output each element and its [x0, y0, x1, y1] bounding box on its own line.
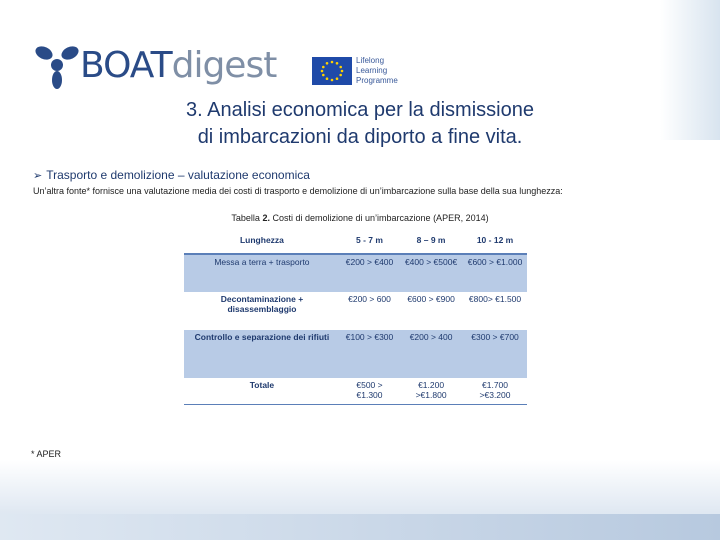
row-label: Decontaminazione + disassemblaggio [220, 294, 304, 314]
row-label: Controllo e separazione dei rifiuti [184, 330, 340, 378]
row-label: Messa a terra + trasporto [184, 254, 340, 292]
logo-boat-text: BOAT [80, 45, 172, 86]
table-cell: €200 > 400 [399, 330, 463, 378]
programme-line-2: Learning [356, 66, 388, 75]
column-header: 8 – 9 m [399, 233, 463, 254]
table-cell: €100 > €300 [340, 330, 399, 378]
column-header: Lunghezza [184, 233, 340, 254]
caption-text: Costi di demolizione di un’imbarcazione (APER, 2014) [272, 213, 489, 223]
cost-table [184, 233, 527, 405]
table-cell: €200 > 600 [348, 294, 391, 304]
bullet-text: Trasporto e demolizione – valutazione economica [46, 168, 310, 182]
table-cell: €800> €1.500 [468, 294, 522, 304]
title-line-2: di imbarcazioni da diporto a fine vita. [197, 126, 523, 148]
boatdigest-logo [34, 40, 276, 92]
section-bullet [33, 168, 310, 182]
column-header: 10 - 12 m [463, 233, 527, 254]
programme-name [356, 56, 398, 86]
description-text: Un’altra fonte* fornisce una valutazione media dei costi di trasporto e demolizione di un’imbarcazione sulla base della sua lunghezza: [33, 186, 563, 196]
table-cell: €500 > €1.300 [340, 378, 399, 404]
table-cell: €600 > €900 [407, 294, 455, 304]
lifelong-learning-logo [312, 56, 398, 86]
caption-prefix: Tabella [231, 213, 260, 223]
logo-wordmark [80, 45, 277, 86]
table-cell: €1.200 >€1.800 [399, 378, 463, 404]
propeller-icon [34, 43, 80, 89]
slide-title [0, 97, 720, 151]
title-line-1: 3. Analisi economica per la dismissione [186, 99, 534, 121]
table-row [184, 292, 527, 330]
row-label: Totale [184, 378, 340, 404]
table-cell: €1.700 >€3.200 [463, 378, 527, 404]
column-header: 5 - 7 m [340, 233, 399, 254]
table-cell: €400 > €500€ [399, 254, 463, 292]
programme-line-1: Lifelong [356, 56, 385, 65]
table-cell: €600 > €1.000 [463, 254, 527, 292]
table-cell: €200 > €400 [340, 254, 399, 292]
caption-number: 2. [262, 213, 270, 223]
table-header-row [184, 233, 527, 254]
footnote: * APER [31, 449, 62, 459]
arrow-bullet-icon: ➢ [33, 170, 43, 182]
table-cell: €300 > €700 [463, 330, 527, 378]
table-row [184, 254, 527, 292]
bottom-band [0, 514, 720, 540]
table-row [184, 378, 527, 404]
eu-flag-icon [312, 57, 352, 85]
logo-digest-text: digest [171, 45, 277, 86]
table-caption [0, 213, 720, 223]
programme-line-3: Programme [356, 76, 398, 85]
table-row [184, 330, 527, 378]
